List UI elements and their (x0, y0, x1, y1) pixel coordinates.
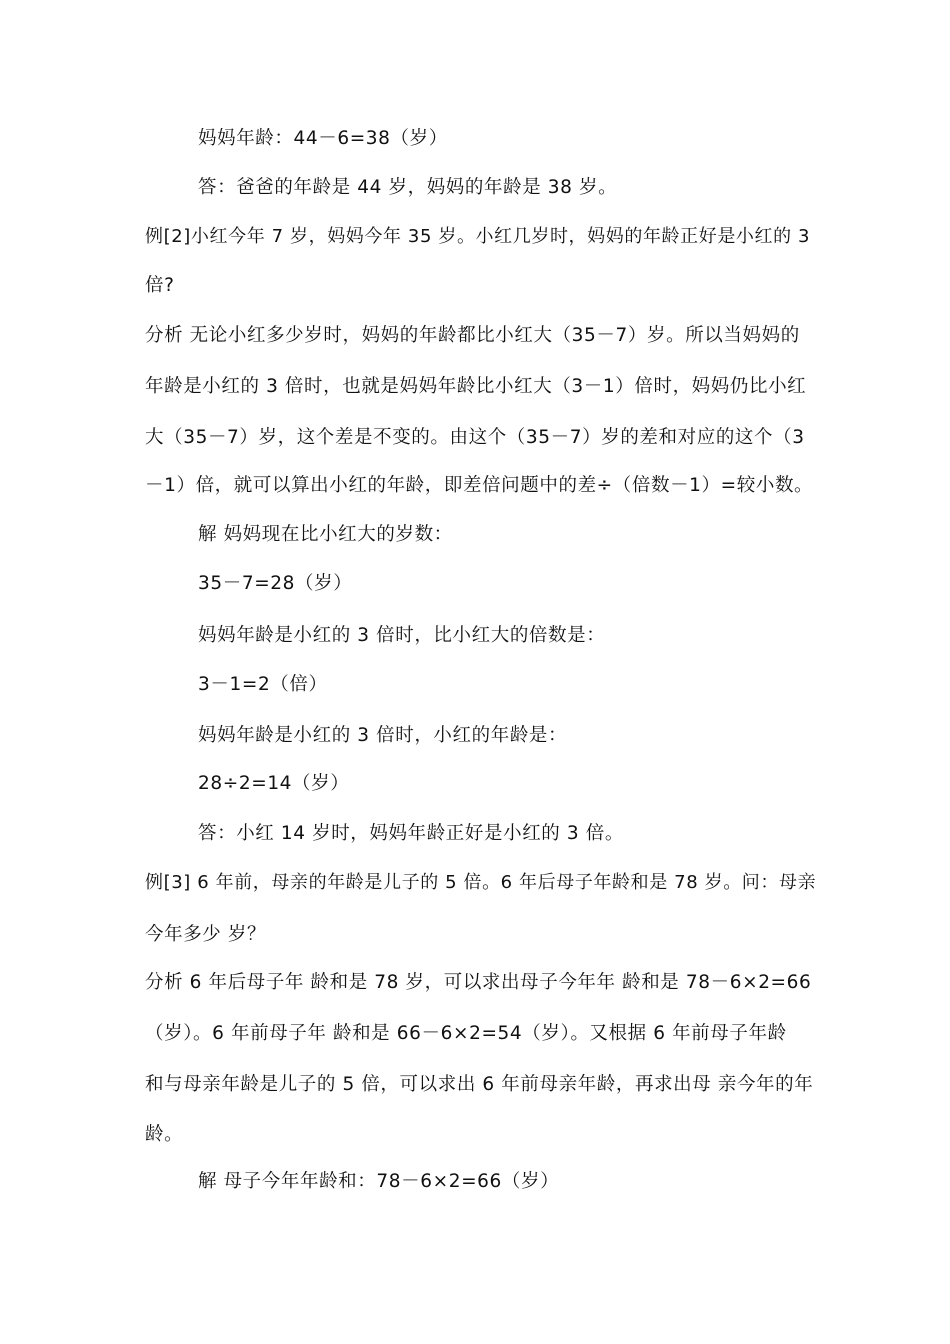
line-12: 3－1=2（倍） (198, 674, 328, 695)
line-1: 妈妈年龄：44－6=38（岁） (198, 128, 448, 149)
line-3: 例[2]小红今年 7 岁，妈妈今年 35 岁。小红几岁时，妈妈的年龄正好是小红的 3 (145, 226, 811, 247)
line-17: 今年多少 岁？ (145, 924, 267, 945)
line-5: 分析 无论小红多少岁时，妈妈的年龄都比小红大（35－7）岁。所以当妈妈的 (145, 325, 800, 346)
line-13: 妈妈年龄是小红的 3 倍时，小红的年龄是： (198, 725, 568, 746)
line-16: 例[3] 6 年前，母亲的年龄是儿子的 5 倍。6 年后母子年龄和是 78 岁。问：母亲 (145, 872, 817, 893)
line-9: 解 妈妈现在比小红大的岁数： (198, 524, 453, 545)
line-19: （岁）。6 年前母子年 龄和是 66－6×2=54（岁）。又根据 6 年前母子年龄 (145, 1023, 787, 1044)
line-2: 答：爸爸的年龄是 44 岁，妈妈的年龄是 38 岁。 (198, 177, 618, 198)
line-22: 解 母子今年年龄和：78－6×2=66（岁） (198, 1171, 560, 1192)
line-7: 大（35－7）岁，这个差是不变的。由这个（35－7）岁的差和对应的这个（3 (145, 427, 805, 448)
line-10: 35－7=28（岁） (198, 573, 353, 594)
line-20: 和与母亲年龄是儿子的 5 倍，可以求出 6 年前母亲年龄，再求出母 亲今年的年 (145, 1074, 814, 1095)
line-4: 倍? (145, 275, 175, 296)
line-15: 答：小红 14 岁时，妈妈年龄正好是小红的 3 倍。 (198, 823, 624, 844)
line-11: 妈妈年龄是小红的 3 倍时，比小红大的倍数是： (198, 625, 606, 646)
line-18: 分析 6 年后母子年 龄和是 78 岁，可以求出母子今年年 龄和是 78－6×2=66 (145, 972, 812, 993)
line-6: 年龄是小红的 3 倍时，也就是妈妈年龄比小红大（3－1）倍时，妈妈仍比小红 (145, 376, 807, 397)
line-14: 28÷2=14（岁） (198, 773, 350, 794)
line-21: 龄。 (145, 1124, 184, 1145)
line-8: －1）倍，就可以算出小红的年龄，即差倍问题中的差÷（倍数－1）=较小数。 (145, 475, 814, 496)
